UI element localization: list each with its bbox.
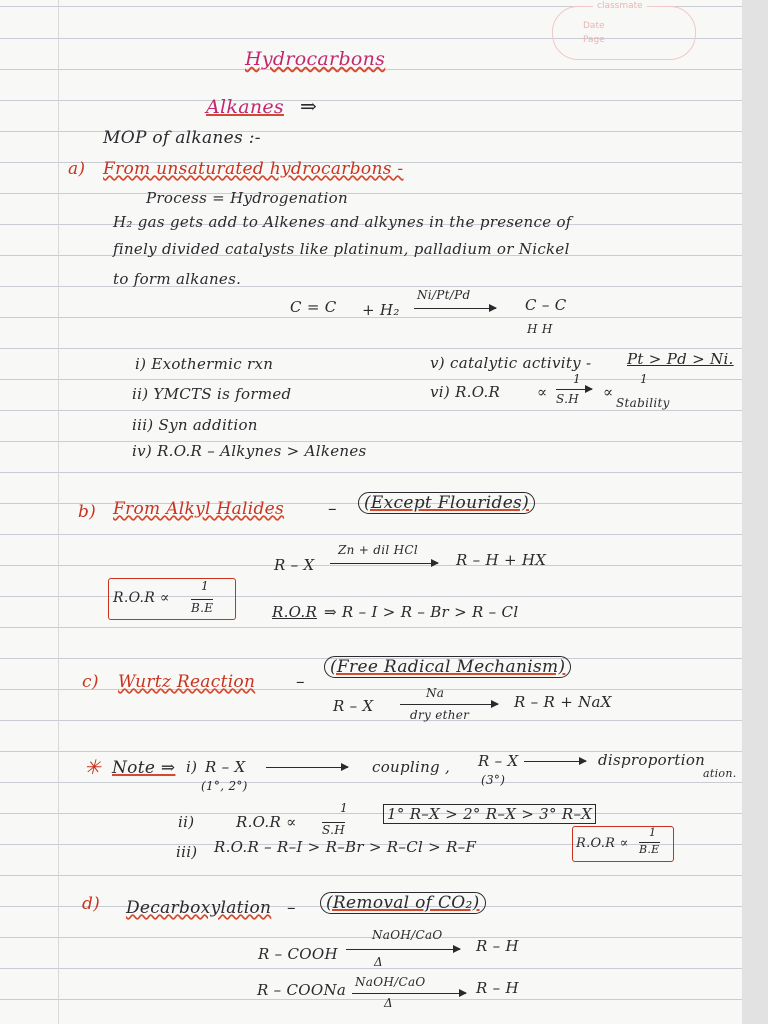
reaction-d1-product: R – H: [476, 937, 519, 955]
section-b-dash: –: [328, 499, 337, 519]
note-i-right: R – X: [478, 752, 519, 770]
section-c-mechanism: (Free Radical Mechanism): [324, 656, 571, 678]
section-d-label: d): [82, 894, 101, 914]
reaction-c-arrow: [400, 704, 498, 705]
note-i-arrow-2: [524, 761, 586, 762]
a-point-6-frac1-bar: [556, 389, 592, 390]
reaction-c-reactant: R – X: [333, 697, 374, 715]
alkanes-arrow: ⇒: [300, 94, 318, 118]
stamp-page-label: Page: [583, 35, 605, 45]
a-point-6-prop: ∝: [537, 383, 548, 401]
note-iii-box-left: R.O.R ∝: [576, 836, 629, 851]
section-c-label: c): [82, 672, 99, 692]
note-i-left-result: coupling ,: [372, 758, 451, 776]
a-point-3: iii) Syn addition: [132, 416, 258, 434]
section-a-body-1: H₂ gas gets add to Alkenes and alkynes in the presence of: [113, 213, 572, 231]
reaction-d2-product: R – H: [476, 979, 519, 997]
reaction-d1-arrow: [346, 949, 460, 950]
reaction-d2-reactant: R – COONa: [257, 981, 347, 999]
section-b-except: (Except Flourides): [358, 492, 535, 514]
a-point-6-frac2-den: Stability: [616, 396, 670, 410]
note-i-left: R – X: [205, 758, 246, 776]
section-b-ror-box-num: 1: [201, 579, 209, 593]
section-b-ror-box-den: B.E: [191, 601, 214, 615]
note-ii-text: R.O.R ∝: [236, 813, 297, 831]
a-point-6-prop-2: ∝: [603, 383, 614, 401]
note-ii-num: 1: [340, 801, 348, 815]
a-point-6: vi) R.O.R: [430, 383, 501, 401]
reaction-c-reagent-bottom: dry ether: [410, 708, 470, 722]
note-ii-label: ii): [178, 813, 195, 831]
section-b-ror-label: R.O.R: [272, 603, 318, 621]
note-i-arrow-1: [266, 767, 348, 768]
reaction-a-plus-h2: + H₂: [362, 301, 400, 319]
section-a-body-3: to form alkanes.: [113, 270, 242, 288]
note-iii-box-den: B.E: [639, 843, 660, 856]
note-i-label: i): [186, 758, 198, 776]
reaction-a-arrow: [414, 308, 496, 309]
note-i-left-sub: (1°, 2°): [201, 779, 248, 793]
section-a-label: a): [68, 159, 86, 179]
reaction-d1-reagent: NaOH/CaO: [372, 928, 443, 942]
section-a-process: Process = Hydrogenation: [146, 189, 348, 207]
section-d-heading: Decarboxylation: [126, 898, 272, 918]
note-ii-box: 1° R–X > 2° R–X > 3° R–X: [383, 804, 596, 824]
a-point-5: v) catalytic activity -: [430, 354, 592, 372]
reaction-d2-reagent: NaOH/CaO: [355, 975, 426, 989]
a-point-5-value: Pt > Pd > Ni.: [627, 350, 734, 368]
stamp-date-label: Date: [583, 21, 605, 31]
section-b-label: b): [78, 502, 97, 522]
note-iii-box: [572, 826, 674, 862]
reaction-d2-cond: Δ: [384, 996, 393, 1010]
page-edge: [742, 0, 768, 1024]
section-a-body-2: finely divided catalysts like platinum, palladium or Nickel: [113, 240, 570, 258]
a-point-6-frac1-den: S.H: [556, 392, 579, 406]
a-point-6-frac2-num: 1: [640, 372, 648, 386]
section-c-heading: Wurtz Reaction: [118, 672, 256, 692]
a-point-4: iv) R.O.R – Alkynes > Alkenes: [132, 442, 367, 460]
stamp-brand: classmate: [593, 1, 647, 11]
alkanes-heading: Alkanes: [206, 96, 284, 118]
reaction-b-arrow: [330, 563, 438, 564]
section-b-heading: From Alkyl Halides: [113, 499, 285, 519]
reaction-d1-cond: Δ: [374, 955, 383, 969]
note-iii-label: iii): [176, 843, 198, 861]
note-ii-den: S.H: [322, 823, 345, 837]
note-i-right-result: disproportion: [598, 751, 706, 769]
reaction-a-product-h: H H: [527, 322, 553, 336]
reaction-a-product: C – C: [525, 296, 567, 314]
notebook-stamp: [552, 1, 696, 60]
note-iii-text: R.O.R – R–I > R–Br > R–Cl > R–F: [214, 838, 477, 856]
section-b-ror-box: [108, 578, 236, 620]
reaction-d2-arrow: [352, 993, 466, 994]
note-star-icon: ✳: [84, 755, 102, 779]
mop-heading: MOP of alkanes :-: [103, 128, 261, 148]
reaction-c-product: R – R + NaX: [514, 693, 612, 711]
note-i-right-sub: (3°): [481, 773, 506, 787]
margin-line: [58, 0, 59, 1024]
reaction-a-reactant: C = C: [290, 298, 337, 316]
reaction-d1-reactant: R – COOH: [258, 945, 338, 963]
reaction-b-reagent: Zn + dil HCl: [338, 543, 419, 557]
section-a-heading: From unsaturated hydrocarbons -: [103, 159, 404, 179]
section-d-dash: –: [287, 898, 296, 918]
reaction-c-reagent-top: Na: [426, 686, 445, 700]
section-d-removal: (Removal of CO₂): [320, 892, 486, 914]
note-iii-box-num: 1: [649, 826, 657, 839]
a-point-6-frac1-num: 1: [573, 372, 581, 386]
section-b-ror-order: ⇒ R – I > R – Br > R – Cl: [324, 603, 519, 621]
section-b-ror-box-left: R.O.R ∝: [113, 590, 170, 606]
page-title: Hydrocarbons: [245, 48, 386, 70]
note-i-right-result-2: ation.: [703, 767, 737, 780]
section-c-dash: –: [296, 672, 305, 692]
reaction-a-catalyst: Ni/Pt/Pd: [417, 288, 471, 302]
a-point-1: i) Exothermic rxn: [135, 355, 274, 373]
a-point-2: ii) YMCTS is formed: [132, 385, 292, 403]
note-label: Note ⇒: [112, 758, 176, 778]
reaction-b-reactant: R – X: [274, 556, 315, 574]
reaction-b-product: R – H + HX: [456, 551, 547, 569]
